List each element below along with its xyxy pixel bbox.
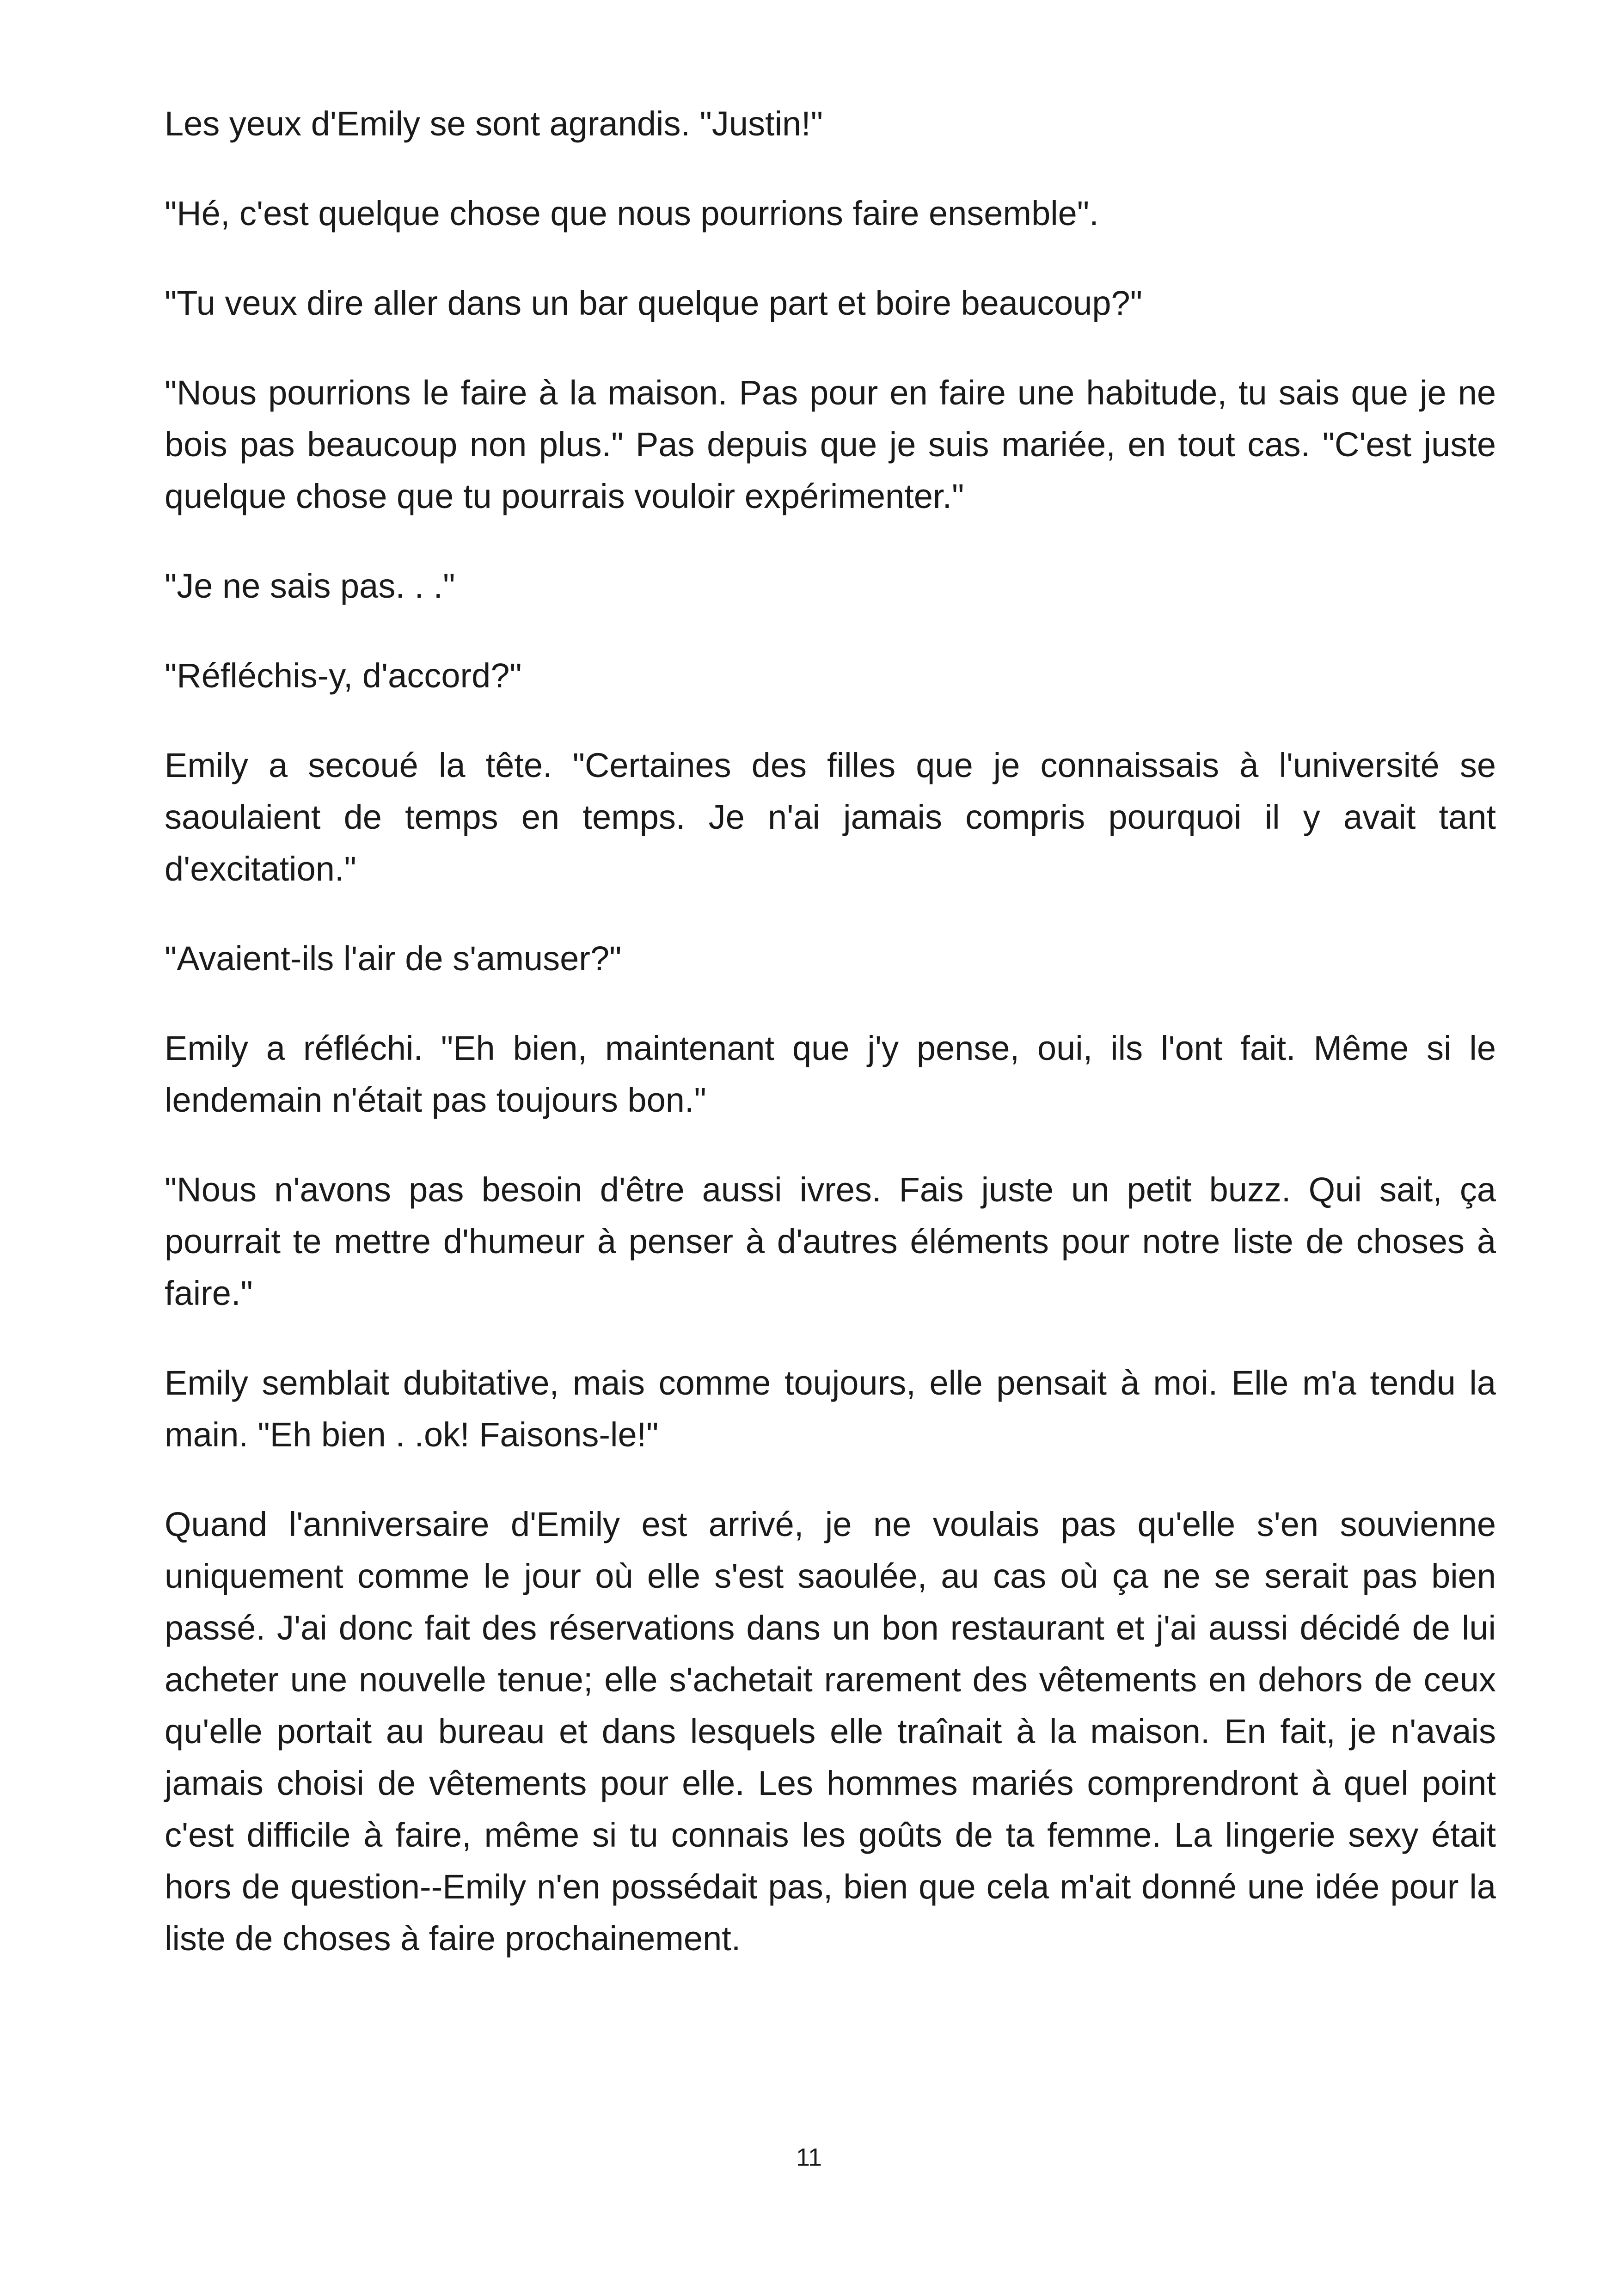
paragraph: Les yeux d'Emily se sont agrandis. "Justin!" (165, 104, 823, 143)
paragraph: "Hé, c'est quelque chose que nous pourrions faire ensemble". (165, 194, 1099, 233)
body-text (165, 98, 1496, 2002)
paragraph: Emily semblait dubitative, mais comme toujours, elle pensait à moi. Elle m'a tendu la main. "Eh bien . .ok! Faisons-le!" (165, 1364, 1496, 1454)
paragraph: "Nous n'avons pas besoin d'être aussi ivres. Fais juste un petit buzz. Qui sait, ça pourrait te mettre d'humeur à penser à d'autres éléments pour notre liste de choses à faire." (165, 1170, 1496, 1312)
paragraph: "Avaient-ils l'air de s'amuser?" (165, 939, 622, 978)
page-number: 11 (796, 2143, 822, 2171)
paragraph: Emily a secoué la tête. "Certaines des filles que je connaissais à l'université se saoulaient de temps en temps. Je n'ai jamais compris pourquoi il y avait tant d'excitation." (165, 746, 1496, 888)
paragraph: "Tu veux dire aller dans un bar quelque part et boire beaucoup?" (165, 284, 1142, 322)
paragraph: "Nous pourrions le faire à la maison. Pas pour en faire une habitude, tu sais que je ne bois pas beaucoup non plus." Pas depuis que je suis mariée, en tout cas. "C'est juste quelque chose que tu pourrais vouloir expérimenter." (165, 373, 1496, 515)
paragraph: Quand l'anniversaire d'Emily est arrivé, je ne voulais pas qu'elle s'en souvienne uniquement comme le jour où elle s'est saoulée, au cas où ça ne se serait pas bien passé. J'ai donc fait des réservations dans un bon restaurant et j'ai aussi décidé de lui acheter une nouvelle tenue; elle s'achetait rarement des vêtements en dehors de ceux qu'elle portait au bureau et dans lesquels elle traînait à la maison. En fait, je n'avais jamais choisi de vêtements pour elle. Les hommes mariés comprendront à quel point c'est difficile à faire, même si tu connais les goûts de ta femme. La lingerie sexy était hors de question--Emily n'en possédait pas, bien que cela m'ait donné une idée pour la liste de choses à faire prochainement. (165, 1505, 1496, 1958)
paragraph: Emily a réfléchi. "Eh bien, maintenant que j'y pense, oui, ils l'ont fait. Même si le lendemain n'était pas toujours bon." (165, 1029, 1496, 1119)
paragraph: "Réfléchis-y, d'accord?" (165, 656, 522, 695)
paragraph: "Je ne sais pas. . ." (165, 567, 455, 605)
